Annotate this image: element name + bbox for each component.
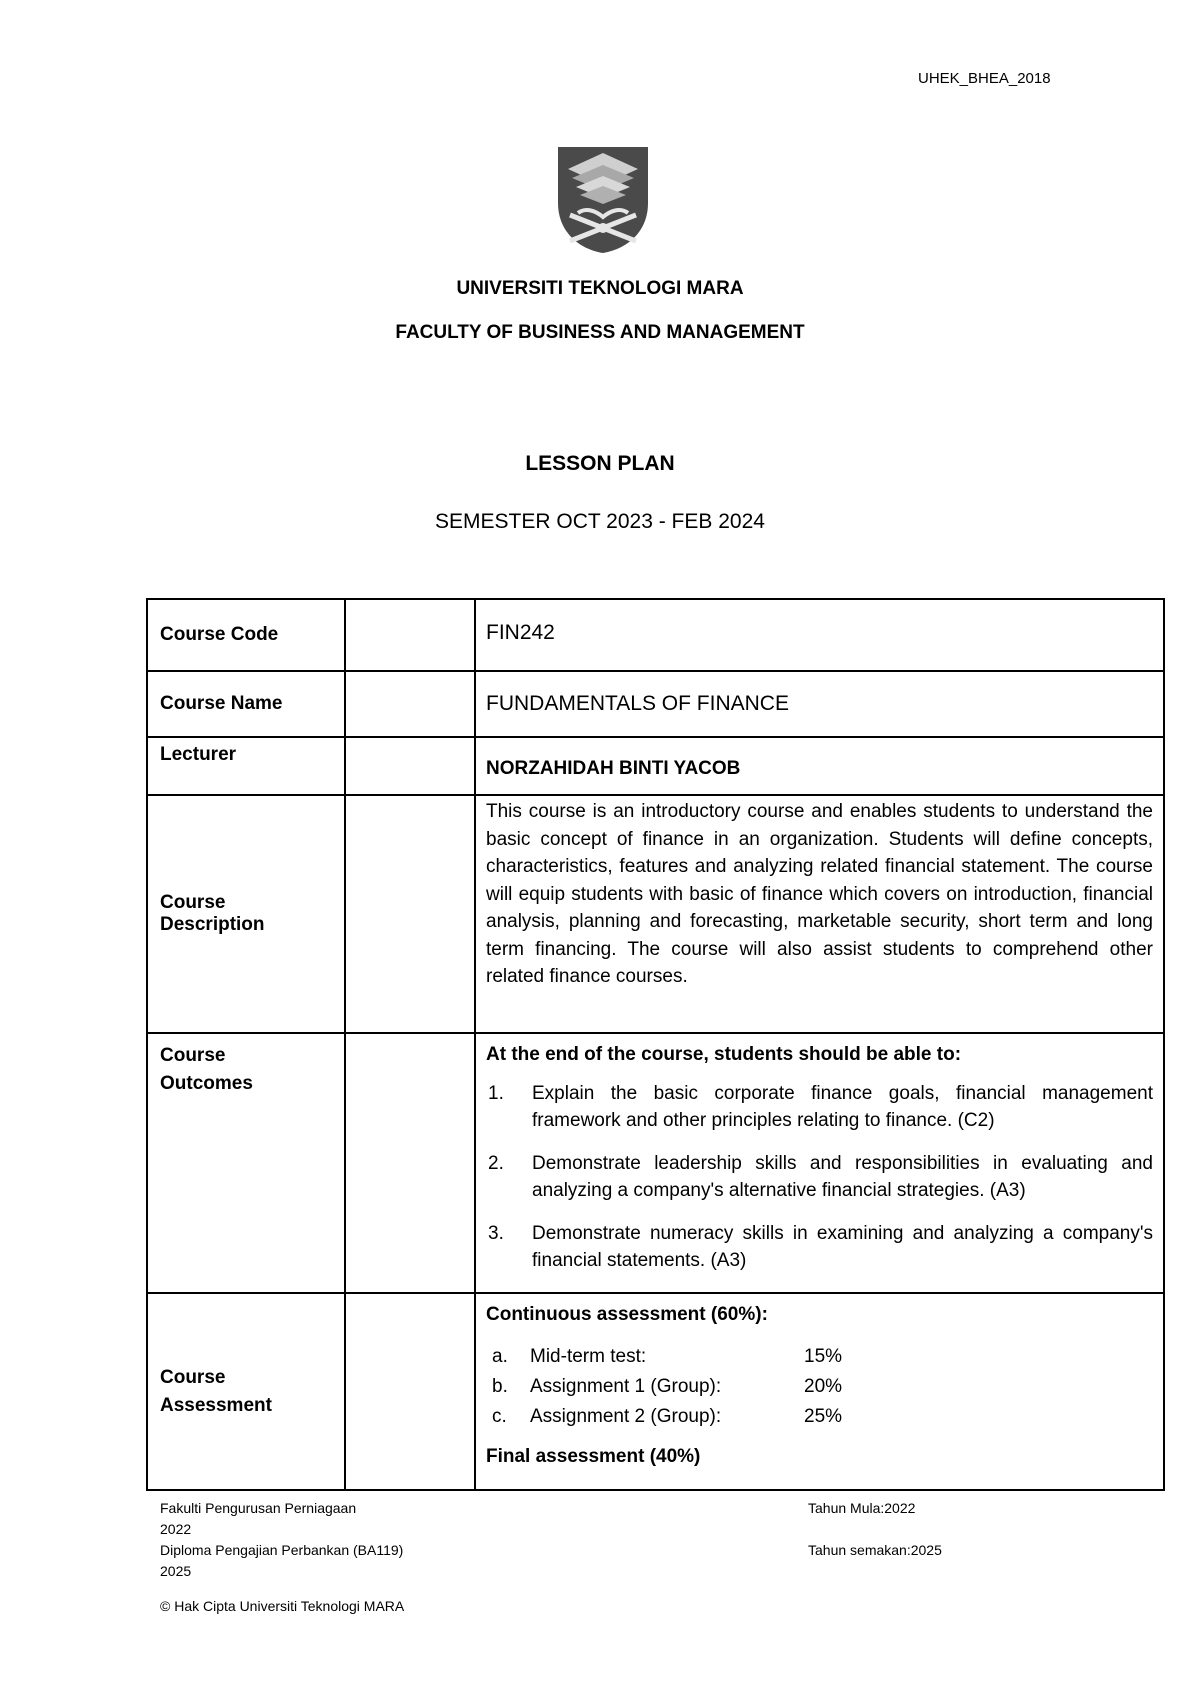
lecturer-cell	[475, 737, 1164, 795]
assessment-name: Assignment 1 (Group):	[530, 1376, 722, 1397]
footer-year-2: 2025	[160, 1563, 192, 1579]
course-code-value: FIN242	[475, 599, 1164, 671]
outcome-item	[486, 1080, 1153, 1134]
spacer-cell	[345, 795, 475, 1033]
assessment-letter: b.	[492, 1376, 508, 1397]
lecturer-row	[147, 737, 1164, 795]
assessment-item	[486, 1342, 1153, 1372]
outcomes-list	[486, 1080, 1153, 1274]
footer-review-year: Tahun semakan:2025	[808, 1542, 942, 1558]
footer-faculty: Fakulti Pengurusan Perniagaan	[160, 1500, 357, 1516]
document-title: LESSON PLAN	[525, 452, 675, 475]
assessment-weight: 25%	[804, 1406, 843, 1427]
course-description-label-line-2: Description	[160, 914, 265, 935]
course-assessment-label-line-2: Assessment	[160, 1394, 272, 1416]
course-description-label-line-1: Course	[160, 892, 226, 913]
outcome-item	[486, 1220, 1153, 1274]
course-description-cell	[475, 795, 1164, 1033]
course-outcomes-label-line-1: Course	[160, 1045, 226, 1066]
outcome-text: Demonstrate numeracy skills in examining and analyzing a company's financial statements. (A3)	[532, 1223, 1153, 1271]
course-assessment-label	[147, 1293, 345, 1490]
lecturer-label	[147, 737, 345, 795]
course-code-row	[147, 599, 1164, 671]
footer-copyright: © Hak Cipta Universiti Teknologi MARA	[160, 1598, 405, 1614]
spacer-cell	[345, 1033, 475, 1293]
course-name-row	[147, 671, 1164, 737]
assessment-letter: a.	[492, 1346, 508, 1367]
assessment-name: Assignment 2 (Group):	[530, 1406, 722, 1427]
assessment-item	[486, 1372, 1153, 1402]
outcome-item	[486, 1150, 1153, 1204]
spacer-cell	[345, 671, 475, 737]
footer-year-1: 2022	[160, 1521, 192, 1537]
outcome-number: 3.	[488, 1223, 504, 1244]
semester: SEMESTER OCT 2023 - FEB 2024	[435, 510, 765, 533]
course-description-row	[147, 795, 1164, 1033]
faculty-name: FACULTY OF BUSINESS AND MANAGEMENT	[395, 322, 805, 343]
assessment-name: Mid-term test:	[530, 1346, 647, 1367]
continuous-assessment-heading: Continuous assessment (60%):	[486, 1304, 768, 1325]
assessment-item	[486, 1402, 1153, 1432]
course-outcomes-label-line-2: Outcomes	[160, 1073, 253, 1094]
course-assessment-cell	[475, 1293, 1164, 1490]
course-code-label: Course Code	[147, 599, 345, 671]
course-info-table	[146, 598, 1165, 1491]
spacer-cell	[345, 1293, 475, 1490]
assessment-weight: 15%	[804, 1346, 843, 1367]
outcomes-intro: At the end of the course, students should be able to:	[486, 1044, 962, 1065]
course-assessment-row	[147, 1293, 1164, 1490]
course-outcomes-cell	[475, 1033, 1164, 1293]
course-name-value: FUNDAMENTALS OF FINANCE	[475, 671, 1164, 737]
lecturer-label-text: Lecturer	[160, 744, 237, 765]
outcome-number: 2.	[488, 1153, 504, 1174]
university-name: UNIVERSITI TEKNOLOGI MARA	[456, 278, 744, 299]
course-description-text: This course is an introductory course and enables students to understand the basic concept of finance in an organization. Students will define concepts, characteristics, features and analyzing related financial statement. The course will equip students with basic of finance which covers on introduction, financial analysis, planning and forecasting, marketable security, short term and long term financing. The course will also assist students to comprehend other related finance courses.	[486, 801, 1153, 987]
course-description-label	[147, 795, 345, 1033]
course-outcomes-row	[147, 1033, 1164, 1293]
lecturer-value: NORZAHIDAH BINTI YACOB	[486, 758, 741, 779]
spacer-cell	[345, 737, 475, 795]
footer-start-year: Tahun Mula:2022	[808, 1500, 916, 1516]
footer-programme: Diploma Pengajian Perbankan (BA119)	[160, 1542, 404, 1558]
assessment-letter: c.	[492, 1406, 507, 1427]
outcome-text: Explain the basic corporate finance goals, financial management framework and other principles relating to finance. (C2)	[532, 1083, 1153, 1131]
assessment-list	[486, 1342, 1153, 1432]
spacer-cell	[345, 599, 475, 671]
outcome-text: Demonstrate leadership skills and responsibilities in evaluating and analyzing a company's alternative financial strategies. (A3)	[532, 1153, 1153, 1201]
assessment-weight: 20%	[804, 1376, 843, 1397]
university-logo	[556, 145, 650, 255]
document-code: UHEK_BHEA_2018	[918, 70, 1051, 87]
course-name-label: Course Name	[147, 671, 345, 737]
final-assessment: Final assessment (40%)	[486, 1446, 701, 1467]
outcome-number: 1.	[488, 1083, 504, 1104]
course-outcomes-label	[147, 1033, 345, 1293]
course-assessment-label-line-1: Course	[160, 1366, 226, 1388]
